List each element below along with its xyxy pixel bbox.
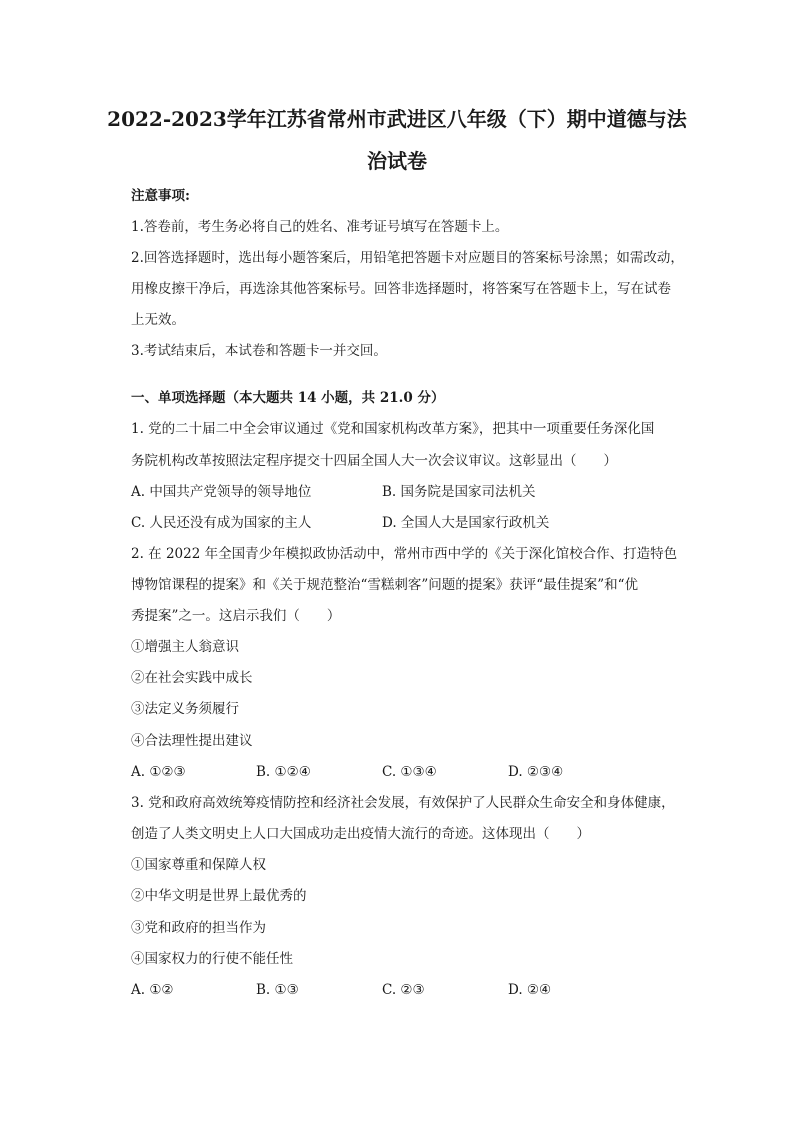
question-2-option-b[interactable]: B. ①②④ — [256, 764, 311, 780]
question-2-item: ①增强主人翁意识 — [131, 639, 239, 655]
title-line-2: 治试卷 — [367, 149, 427, 173]
question-3-option-a[interactable]: A. ①② — [131, 982, 174, 998]
question-2-stem: 博物馆课程的提案》和《关于规范整治“雪糕刺客”问题的提案》获评“最佳提案”和“优 — [131, 577, 639, 593]
question-1-stem: 1. 党的二十届二中全会审议通过《党和国家机构改革方案》，把其中一项重要任务深化国 — [131, 421, 655, 437]
question-3-stem: 3. 党和政府高效统筹疫情防控和经济社会发展，有效保护了人民群众生命安全和身体健康， — [131, 795, 675, 811]
question-2-item: ②在社会实践中成长 — [131, 670, 253, 686]
notice-heading: 注意事项: — [131, 188, 190, 204]
section-heading: 一、单项选择题（本大题共 14 小题，共 21.0 分） — [131, 390, 445, 406]
notice-item: 2.回答选择题时，选出每小题答案后，用铅笔把答题卡对应题目的答案标号涂黑；如需改动， — [131, 250, 684, 266]
question-1-option-a[interactable]: A. 中国共产党领导的领导地位 — [131, 484, 312, 500]
question-3-option-c[interactable]: C. ②③ — [382, 982, 425, 998]
question-3-item: ④国家权力的行使不能任性 — [131, 951, 293, 967]
question-1-option-b[interactable]: B. 国务院是国家司法机关 — [382, 484, 536, 500]
title-line-1: 2022-2023学年江苏省常州市武进区八年级（下）期中道德与法 — [107, 107, 687, 131]
question-2-item: ④合法理性提出建议 — [131, 733, 253, 749]
question-1-option-c[interactable]: C. 人民还没有成为国家的主人 — [131, 515, 312, 531]
question-2-stem: 秀提案”之一。这启示我们（ ） — [131, 608, 341, 624]
question-3-stem: 创造了人类文明史上人口大国成功走出疫情大流行的奇迹。这体现出（ ） — [131, 826, 590, 842]
question-3-item: ①国家尊重和保障人权 — [131, 857, 266, 873]
question-3-item: ③党和政府的担当作为 — [131, 920, 266, 936]
page-title — [80, 98, 714, 182]
question-1-option-d[interactable]: D. 全国人大是国家行政机关 — [382, 515, 550, 531]
notice-item: 用橡皮擦干净后，再选涂其他答案标号。回答非选择题时，将答案写在答题卡上，写在试卷 — [131, 281, 671, 297]
question-2-stem: 2. 在 2022 年全国青少年模拟政协活动中，常州市西中学的《关于深化馆校合作、打造特色 — [131, 546, 678, 562]
question-2-option-d[interactable]: D. ②③④ — [508, 764, 564, 780]
notice-item: 1.答卷前，考生务必将自己的姓名、准考证号填写在答题卡上。 — [131, 219, 509, 235]
notice-item: 上无效。 — [131, 312, 185, 328]
question-2-option-a[interactable]: A. ①②③ — [131, 764, 186, 780]
question-2-option-c[interactable]: C. ①③④ — [382, 764, 437, 780]
question-3-option-d[interactable]: D. ②④ — [508, 982, 552, 998]
notice-item: 3.考试结束后，本试卷和答题卡一并交回。 — [131, 343, 387, 359]
question-1-stem: 务院机构改革按照法定程序提交十四届全国人大一次会议审议。这彰显出（ ） — [131, 453, 617, 469]
question-3-item: ②中华文明是世界上最优秀的 — [131, 888, 307, 904]
question-2-item: ③法定义务须履行 — [131, 701, 239, 717]
question-3-option-b[interactable]: B. ①③ — [256, 982, 299, 998]
